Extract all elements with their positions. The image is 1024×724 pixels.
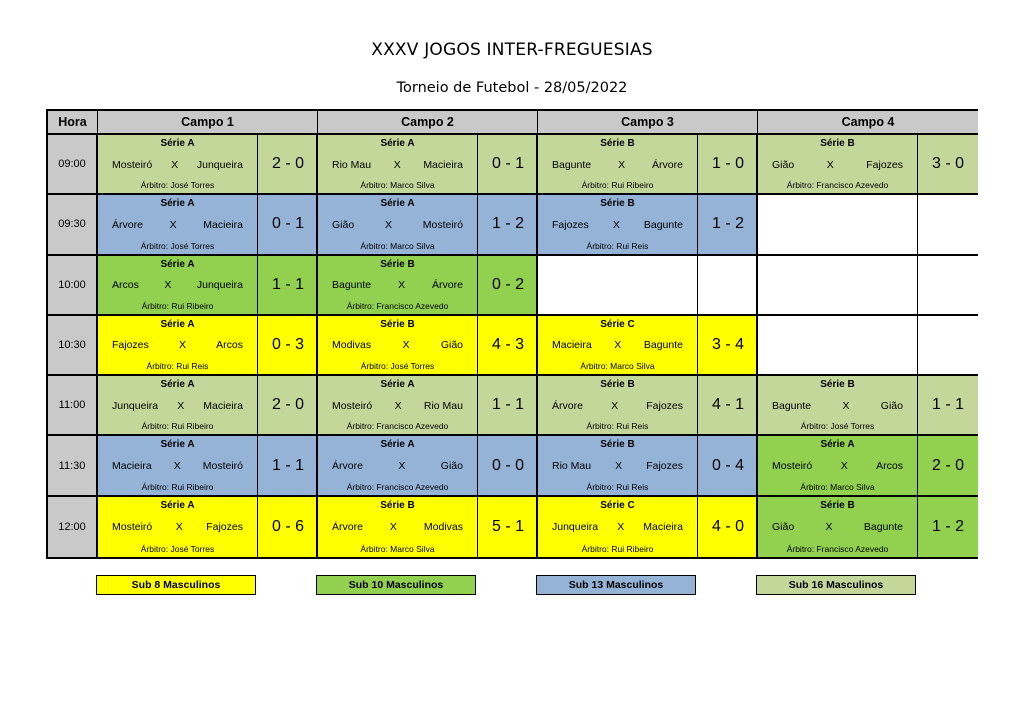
match-info — [98, 376, 258, 434]
match-info — [758, 316, 918, 374]
home-team: Junqueira — [112, 399, 159, 412]
referee-label: Árbitro: Rui Reis — [146, 361, 209, 372]
serie-label: Série A — [160, 379, 195, 391]
referee-label: Árbitro: José Torres — [800, 421, 875, 432]
match-teams — [322, 279, 473, 291]
match-info — [538, 497, 698, 557]
serie-label: Série B — [380, 258, 415, 270]
away-team: Gião — [880, 399, 903, 412]
away-team: Fajozes — [646, 460, 683, 473]
match-score: 5 - 1 — [491, 517, 524, 535]
home-team: Arcos — [112, 279, 139, 292]
away-team: Macieira — [423, 158, 463, 171]
match-score: 1 - 1 — [931, 396, 964, 414]
away-team: Mosteiró — [202, 460, 243, 473]
header-campo-4: Campo 4 — [758, 111, 978, 135]
match-cell — [98, 256, 318, 316]
versus-label: X — [177, 399, 185, 412]
away-team: Árvore — [432, 279, 463, 292]
match-score: 0 - 1 — [271, 215, 304, 233]
match-cell — [758, 135, 978, 195]
versus-label: X — [840, 460, 848, 473]
versus-label: X — [612, 218, 620, 231]
match-info — [538, 376, 698, 434]
match-info — [98, 195, 258, 253]
match-score: 1 - 2 — [711, 215, 744, 233]
serie-label: Série A — [160, 318, 195, 330]
home-team: Rio Mau — [552, 460, 592, 473]
home-team: Mosteiró — [772, 460, 813, 473]
referee-label: Árbitro: Francisco Azevedo — [786, 543, 889, 554]
away-team: Gião — [440, 460, 463, 473]
match-score: 1 - 1 — [271, 456, 304, 474]
home-team: Gião — [772, 521, 795, 534]
home-team: Mosteiró — [112, 521, 153, 534]
referee-label: Árbitro: Rui Reis — [586, 481, 649, 492]
home-team: Mosteiró — [112, 158, 153, 171]
match-info — [538, 195, 698, 253]
match-score: 2 - 0 — [931, 456, 964, 474]
match-info — [318, 316, 478, 374]
match-cell — [538, 316, 758, 376]
match-cell — [318, 195, 538, 255]
serie-label: Série B — [820, 499, 855, 511]
match-cell — [538, 135, 758, 195]
serie-label: Série B — [380, 318, 415, 330]
match-teams — [762, 521, 913, 533]
match-score: 1 - 0 — [711, 155, 744, 173]
empty-cell — [758, 195, 978, 255]
home-team: Árvore — [112, 218, 143, 231]
home-team: Macieira — [112, 460, 152, 473]
match-info — [758, 376, 918, 434]
serie-label: Série B — [820, 379, 855, 391]
match-cell — [318, 497, 538, 557]
referee-label: Árbitro: Marco Silva — [800, 481, 875, 492]
match-info — [98, 256, 258, 314]
time-slot: 10:30 — [48, 316, 98, 376]
home-team: Gião — [772, 158, 795, 171]
versus-label: X — [611, 399, 619, 412]
versus-label: X — [614, 339, 622, 352]
match-score: 0 - 2 — [491, 275, 524, 293]
match-info — [318, 497, 478, 557]
match-teams — [762, 460, 913, 472]
referee-label: Árbitro: José Torres — [140, 543, 215, 554]
match-teams — [322, 159, 473, 171]
referee-label: Árbitro: Marco Silva — [360, 180, 435, 191]
match-info — [758, 497, 918, 557]
away-team: Arcos — [876, 460, 903, 473]
match-teams — [542, 339, 693, 351]
match-score: 2 - 0 — [271, 155, 304, 173]
serie-label: Série A — [160, 198, 195, 210]
page-subtitle: Torneio de Futebol - 28/05/2022 — [396, 80, 628, 96]
match-cell — [98, 376, 318, 436]
versus-label: X — [389, 521, 397, 534]
legend-sub16: Sub 16 Masculinos — [756, 575, 916, 595]
match-info — [318, 256, 478, 314]
match-info — [318, 135, 478, 193]
referee-label: Árbitro: José Torres — [140, 180, 215, 191]
match-teams — [322, 339, 473, 351]
home-team: Bagunte — [552, 158, 592, 171]
home-team: Fajozes — [112, 339, 149, 352]
time-slot: 12:00 — [48, 497, 98, 557]
serie-label: Série A — [160, 258, 195, 270]
match-cell — [538, 195, 758, 255]
versus-label: X — [173, 460, 181, 473]
match-info — [758, 135, 918, 193]
empty-cell — [758, 316, 978, 376]
match-teams — [762, 400, 913, 412]
match-cell — [318, 135, 538, 195]
serie-label: Série B — [600, 379, 635, 391]
match-info — [98, 135, 258, 193]
referee-label: Árbitro: José Torres — [360, 361, 435, 372]
away-team: Gião — [440, 339, 463, 352]
referee-label: Árbitro: Francisco Azevedo — [786, 180, 889, 191]
match-teams — [542, 219, 693, 231]
home-team: Rio Mau — [332, 158, 372, 171]
referee-label: Árbitro: Marco Silva — [360, 240, 435, 251]
referee-label: Árbitro: Rui Ribeiro — [581, 180, 654, 191]
match-info — [98, 316, 258, 374]
serie-label: Série A — [380, 379, 415, 391]
match-cell — [538, 436, 758, 496]
referee-label: Árbitro: Rui Ribeiro — [141, 481, 214, 492]
page-title: XXXV JOGOS INTER-FREGUESIAS — [371, 40, 653, 60]
time-slot: 09:00 — [48, 135, 98, 195]
versus-label: X — [384, 218, 392, 231]
away-team: Macieira — [203, 399, 243, 412]
versus-label: X — [826, 158, 834, 171]
serie-label: Série A — [160, 499, 195, 511]
serie-label: Série B — [600, 138, 635, 149]
match-info — [758, 195, 918, 253]
serie-label: Série B — [380, 499, 415, 511]
versus-label: X — [169, 218, 177, 231]
serie-label: Série C — [600, 499, 635, 511]
serie-label: Série B — [600, 439, 635, 451]
serie-label: Série A — [380, 138, 415, 149]
match-teams — [322, 521, 473, 533]
match-teams — [102, 400, 253, 412]
versus-label: X — [402, 339, 410, 352]
match-score: 4 - 0 — [711, 517, 744, 535]
match-score: 3 - 4 — [711, 335, 744, 353]
away-team: Junqueira — [196, 279, 243, 292]
empty-cell — [538, 256, 758, 316]
match-score: 0 - 4 — [711, 456, 744, 474]
away-team: Fajozes — [866, 158, 903, 171]
match-score — [698, 256, 758, 314]
home-team: Árvore — [552, 399, 583, 412]
match-cell — [538, 376, 758, 436]
match-score: 1 - 1 — [271, 275, 304, 293]
match-info — [318, 376, 478, 434]
away-team: Modivas — [423, 521, 463, 534]
home-team: Bagunte — [332, 279, 372, 292]
versus-label: X — [178, 339, 186, 352]
match-teams — [542, 460, 693, 472]
match-info — [538, 436, 698, 494]
time-slot: 11:30 — [48, 436, 98, 496]
match-info — [98, 497, 258, 557]
match-score: 1 - 2 — [931, 517, 964, 535]
home-team: Modivas — [332, 339, 372, 352]
versus-label: X — [398, 460, 406, 473]
serie-label: Série A — [380, 439, 415, 451]
away-team: Macieira — [203, 218, 243, 231]
header-campo-1: Campo 1 — [98, 111, 318, 135]
versus-label: X — [825, 521, 833, 534]
referee-label: Árbitro: Francisco Azevedo — [346, 300, 449, 311]
match-cell — [318, 316, 538, 376]
match-teams — [322, 400, 473, 412]
match-info — [758, 256, 918, 314]
serie-label: Série A — [160, 439, 195, 451]
versus-label: X — [618, 158, 626, 171]
match-teams — [102, 339, 253, 351]
versus-label: X — [842, 399, 850, 412]
match-cell — [318, 436, 538, 496]
time-slot: 09:30 — [48, 195, 98, 255]
match-teams — [102, 279, 253, 291]
match-cell — [98, 195, 318, 255]
match-cell — [758, 497, 978, 557]
versus-label: X — [394, 399, 402, 412]
match-score: 1 - 1 — [491, 396, 524, 414]
header-campo-2: Campo 2 — [318, 111, 538, 135]
schedule-table — [46, 109, 978, 559]
away-team: Bagunte — [863, 521, 903, 534]
match-teams — [762, 159, 913, 171]
home-team: Fajozes — [552, 218, 589, 231]
match-cell — [98, 497, 318, 557]
referee-label: Árbitro: Marco Silva — [360, 543, 435, 554]
home-team: Gião — [332, 218, 355, 231]
match-score: 4 - 3 — [491, 335, 524, 353]
serie-label: Série C — [600, 318, 635, 330]
away-team: Bagunte — [643, 339, 683, 352]
serie-label: Série B — [820, 138, 855, 149]
match-cell — [318, 256, 538, 316]
away-team: Rio Mau — [423, 399, 463, 412]
match-score — [918, 256, 978, 314]
versus-label: X — [171, 158, 179, 171]
match-info — [318, 195, 478, 253]
referee-label: Árbitro: Marco Silva — [580, 361, 655, 372]
match-score: 0 - 3 — [271, 335, 304, 353]
referee-label: Árbitro: Rui Reis — [586, 240, 649, 251]
referee-label: Árbitro: Rui Ribeiro — [581, 543, 654, 554]
referee-label: Árbitro: Francisco Azevedo — [346, 481, 449, 492]
header-hora: Hora — [48, 111, 98, 135]
home-team: Bagunte — [772, 399, 812, 412]
versus-label: X — [617, 521, 625, 534]
serie-label: Série B — [600, 198, 635, 210]
match-teams — [542, 159, 693, 171]
away-team: Fajozes — [206, 521, 243, 534]
match-cell — [758, 376, 978, 436]
legend-sub10: Sub 10 Masculinos — [316, 575, 476, 595]
match-score: 2 - 0 — [271, 396, 304, 414]
away-team: Bagunte — [643, 218, 683, 231]
match-score: 3 - 0 — [931, 155, 964, 173]
match-score: 0 - 6 — [271, 517, 304, 535]
versus-label: X — [398, 279, 406, 292]
away-team: Fajozes — [646, 399, 683, 412]
match-cell — [98, 135, 318, 195]
match-teams — [322, 460, 473, 472]
match-info — [538, 316, 698, 374]
match-score: 4 - 1 — [711, 396, 744, 414]
home-team: Mosteiró — [332, 399, 373, 412]
match-score: 0 - 1 — [491, 155, 524, 173]
referee-label: Árbitro: Rui Reis — [586, 421, 649, 432]
match-score: 0 - 0 — [491, 456, 524, 474]
match-teams — [102, 219, 253, 231]
match-info — [538, 256, 698, 314]
legend-sub8: Sub 8 Masculinos — [96, 575, 256, 595]
match-score — [918, 195, 978, 253]
empty-cell — [758, 256, 978, 316]
away-team: Macieira — [643, 521, 683, 534]
serie-label: Série A — [380, 198, 415, 210]
time-slot: 11:00 — [48, 376, 98, 436]
match-teams — [102, 159, 253, 171]
serie-label: Série A — [820, 439, 855, 451]
versus-label: X — [615, 460, 623, 473]
match-cell — [538, 497, 758, 557]
match-info — [98, 436, 258, 494]
referee-label: Árbitro: José Torres — [140, 240, 215, 251]
match-cell — [758, 436, 978, 496]
match-teams — [542, 521, 693, 533]
match-info — [538, 135, 698, 193]
home-team: Árvore — [332, 460, 363, 473]
match-teams — [102, 460, 253, 472]
match-info — [318, 436, 478, 494]
versus-label: X — [175, 521, 183, 534]
home-team: Árvore — [332, 521, 363, 534]
serie-label: Série A — [160, 138, 195, 149]
referee-label: Árbitro: Rui Ribeiro — [141, 421, 214, 432]
match-info — [758, 436, 918, 494]
referee-label: Árbitro: Rui Ribeiro — [141, 300, 214, 311]
away-team: Arcos — [216, 339, 243, 352]
referee-label: Árbitro: Francisco Azevedo — [346, 421, 449, 432]
match-teams — [322, 219, 473, 231]
match-teams — [102, 521, 253, 533]
versus-label: X — [393, 158, 401, 171]
match-cell — [98, 316, 318, 376]
home-team: Junqueira — [552, 521, 599, 534]
home-team: Macieira — [552, 339, 592, 352]
time-slot: 10:00 — [48, 256, 98, 316]
away-team: Junqueira — [196, 158, 243, 171]
match-cell — [98, 436, 318, 496]
header-campo-3: Campo 3 — [538, 111, 758, 135]
match-cell — [318, 376, 538, 436]
match-score: 1 - 2 — [491, 215, 524, 233]
away-team: Árvore — [652, 158, 683, 171]
legend-sub13: Sub 13 Masculinos — [536, 575, 696, 595]
away-team: Mosteiró — [422, 218, 463, 231]
versus-label: X — [164, 279, 172, 292]
match-score — [918, 316, 978, 374]
match-teams — [542, 400, 693, 412]
